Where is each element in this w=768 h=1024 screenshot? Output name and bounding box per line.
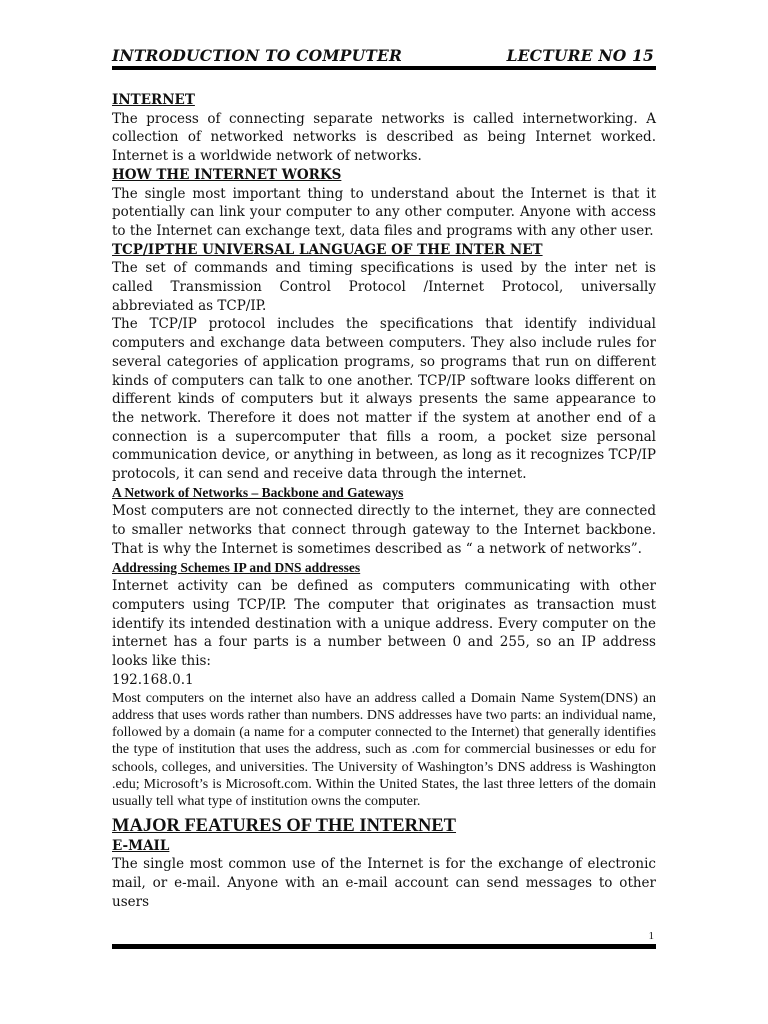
tcp-ip-paragraph-1: The set of commands and timing specifications is used by the inter net is called Transmission Control Protocol /Internet Protocol, universally abbreviated as TCP/IP. — [112, 260, 656, 314]
addressing-schemes-paragraph: Internet activity can be defined as computers communicating with other computers using TCP/IP. The computer that originates as transaction must identify its intended destination with a unique address. Every computer on the internet has a four parts is a number between 0 and 255, so an IP address looks like this: — [112, 578, 656, 670]
internet-paragraph: The process of connecting separate networks is called internetworking. A collection of networked networks is described as being Internet worked. Internet is a worldwide network of networks. — [112, 110, 656, 165]
addressing-schemes-heading: Addressing Schemes IP and DNS addresses — [112, 559, 361, 575]
network-of-networks-paragraph: Most computers are not connected directly to the internet, they are connected to smaller networks that connect through gateway to the Internet backbone. That is why the Internet is sometimes described as “ a network of networks”. — [112, 503, 656, 557]
internet-heading: INTERNET — [112, 92, 195, 108]
document-body — [112, 91, 656, 911]
dns-paragraph: Most computers on the internet also have an address called a Domain Name System(DNS) an address that uses words rather than numbers. DNS addresses have two parts: an individual name, followed by a domain (a name for a computer connected to the Internet) that generally identifies the type of institution that uses the address, such as .com for commercial businesses or edu for schools, colleges, and universities. The University of Washington’s DNS address is Washington .edu; Microsoft’s is Microsoft.com. Within the United States, the last three letters of the domain usually tell what type of institution owns the computer. — [112, 690, 656, 810]
how-internet-works-heading: HOW THE INTERNET WORKS — [112, 166, 342, 183]
major-features-heading: MAJOR FEATURES OF THE INTERNET — [112, 815, 457, 836]
network-of-networks-heading: A Network of Networks – Backbone and Gateways — [112, 484, 404, 500]
email-paragraph: The single most common use of the Internet is for the exchange of electronic mail, or e-mail. Anyone with an e-mail account can send messages to other users — [112, 856, 656, 910]
header-rule — [112, 66, 656, 70]
tcp-ip-paragraph-2: The TCP/IP protocol includes the specifications that identify individual computers and exchange data between computers. They also include rules for several categories of application programs, so programs that run on different kinds of computers can talk to one another. TCP/IP software looks different on different kinds of computers but it always presents the same appearance to the network. Therefore it does not matter if the system at another end of a connection is a supercomputer that fills a room, a pocket size personal communication device, or anything in between, as long as it recognizes TCP/IP protocols, it can send and receive data through the internet. — [112, 316, 656, 483]
header-course-title: INTRODUCTION TO COMPUTER — [112, 46, 403, 65]
how-internet-works-paragraph: The single most important thing to understand about the Internet is that it potentially can link your computer to any other computer. Anyone with access to the Internet can exchange text, data files and programs with any other user. — [112, 185, 656, 239]
page-number: 1 — [648, 930, 654, 942]
header-lecture-number: LECTURE NO 15 — [506, 46, 654, 65]
tcp-ip-heading: TCP/IPTHE UNIVERSAL LANGUAGE OF THE INTER NET — [112, 241, 543, 258]
ip-address-example: 192.168.0.1 — [112, 671, 194, 688]
footer-rule — [112, 944, 656, 949]
email-heading: E-MAIL — [112, 837, 170, 854]
